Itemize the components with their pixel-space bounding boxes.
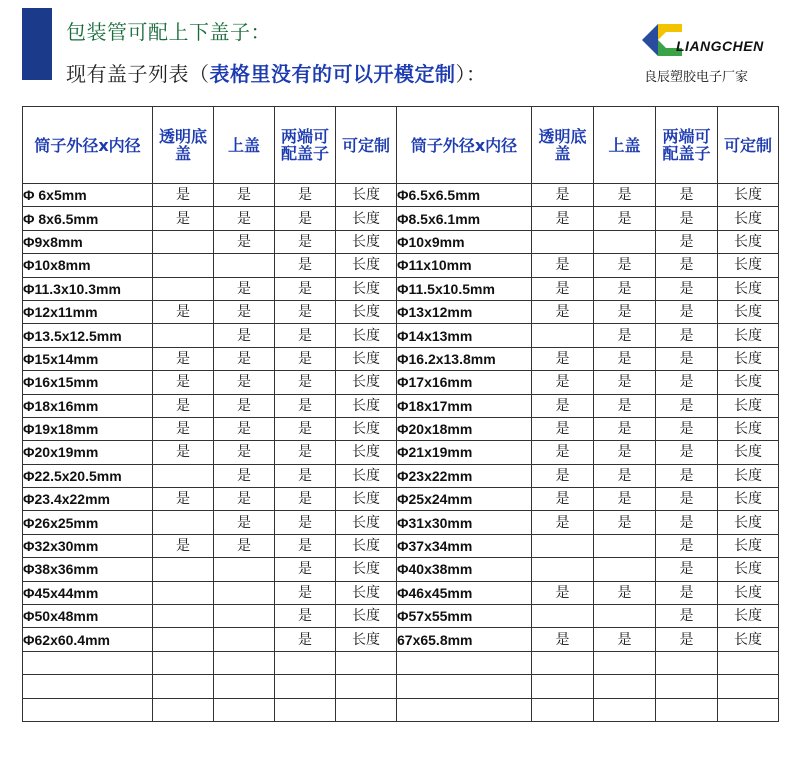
cell-customizable-left: 长度 <box>336 207 397 230</box>
cell-both-ends-left: 是 <box>275 184 336 207</box>
blank-cell <box>532 698 594 721</box>
blank-cell <box>718 675 779 698</box>
cell-both-ends-left: 是 <box>275 417 336 440</box>
cell-clear-bottom-right <box>532 558 594 581</box>
cell-clear-bottom-left: 是 <box>153 347 214 370</box>
cell-customizable-right: 长度 <box>718 488 779 511</box>
blank-cell <box>153 675 214 698</box>
table-row <box>23 628 779 651</box>
cell-both-ends-right: 是 <box>656 394 718 417</box>
cell-both-ends-right: 是 <box>656 347 718 370</box>
cell-both-ends-right: 是 <box>656 207 718 230</box>
cell-clear-bottom-right <box>532 605 594 628</box>
header-top-cap-right: 上盖 <box>594 107 656 184</box>
cell-clear-bottom-right <box>532 324 594 347</box>
blank-cell <box>718 698 779 721</box>
cell-customizable-left: 长度 <box>336 534 397 557</box>
company-logo <box>618 18 788 90</box>
cell-top-cap-left: 是 <box>214 511 275 534</box>
table-row <box>23 347 779 370</box>
header-both-ends-right: 两端可配盖子 <box>656 107 718 184</box>
cell-size-left: Φ62x60.4mm <box>23 628 153 651</box>
cell-clear-bottom-right: 是 <box>532 207 594 230</box>
header-size-left: 筒子外径x内径 <box>23 107 153 184</box>
blank-cell <box>397 675 532 698</box>
table-header-row <box>23 107 779 184</box>
cell-clear-bottom-right: 是 <box>532 628 594 651</box>
cell-both-ends-right: 是 <box>656 441 718 464</box>
cell-size-right: Φ16.2x13.8mm <box>397 347 532 370</box>
blank-cell <box>23 651 153 674</box>
cell-customizable-right: 长度 <box>718 628 779 651</box>
accent-bar <box>22 8 52 80</box>
cell-top-cap-left <box>214 558 275 581</box>
cell-both-ends-right: 是 <box>656 324 718 347</box>
header-both-ends-left: 两端可配盖子 <box>275 107 336 184</box>
cell-size-right: Φ46x45mm <box>397 581 532 604</box>
cell-size-left: Φ 8x6.5mm <box>23 207 153 230</box>
cell-top-cap-left: 是 <box>214 441 275 464</box>
cell-size-left: Φ45x44mm <box>23 581 153 604</box>
cell-top-cap-left: 是 <box>214 347 275 370</box>
cell-customizable-right: 长度 <box>718 230 779 253</box>
cell-size-right: Φ25x24mm <box>397 488 532 511</box>
spec-table <box>22 106 779 722</box>
header-clear-bottom-left: 透明底盖 <box>153 107 214 184</box>
cell-customizable-left: 长度 <box>336 324 397 347</box>
cell-both-ends-left: 是 <box>275 230 336 253</box>
table-row <box>23 324 779 347</box>
cell-clear-bottom-right: 是 <box>532 347 594 370</box>
cell-top-cap-left: 是 <box>214 277 275 300</box>
cell-both-ends-left: 是 <box>275 300 336 323</box>
table-row <box>23 254 779 277</box>
cell-both-ends-right: 是 <box>656 371 718 394</box>
cell-customizable-left: 长度 <box>336 511 397 534</box>
cell-size-left: Φ11.3x10.3mm <box>23 277 153 300</box>
cell-top-cap-right: 是 <box>594 441 656 464</box>
cell-top-cap-left: 是 <box>214 207 275 230</box>
logo-company: 良辰塑胶电子厂家 <box>644 70 749 85</box>
cell-clear-bottom-left: 是 <box>153 488 214 511</box>
cell-customizable-right: 长度 <box>718 464 779 487</box>
cell-size-left: Φ38x36mm <box>23 558 153 581</box>
blank-cell <box>532 675 594 698</box>
cell-top-cap-left: 是 <box>214 230 275 253</box>
cell-customizable-right: 长度 <box>718 324 779 347</box>
cell-both-ends-right: 是 <box>656 184 718 207</box>
cell-customizable-left: 长度 <box>336 347 397 370</box>
cell-top-cap-right: 是 <box>594 488 656 511</box>
blank-cell <box>275 698 336 721</box>
cell-top-cap-right: 是 <box>594 417 656 440</box>
cell-size-right: Φ10x9mm <box>397 230 532 253</box>
cell-clear-bottom-left <box>153 324 214 347</box>
cell-clear-bottom-left <box>153 254 214 277</box>
spec-table-wrapper <box>22 106 778 722</box>
cell-size-left: Φ32x30mm <box>23 534 153 557</box>
cell-both-ends-left: 是 <box>275 277 336 300</box>
cell-size-left: Φ 6x5mm <box>23 184 153 207</box>
table-body <box>23 184 779 722</box>
cell-customizable-right: 长度 <box>718 254 779 277</box>
cell-clear-bottom-left: 是 <box>153 441 214 464</box>
blank-cell <box>656 698 718 721</box>
cell-size-right: Φ18x17mm <box>397 394 532 417</box>
cell-customizable-right: 长度 <box>718 441 779 464</box>
cell-clear-bottom-left <box>153 605 214 628</box>
table-row <box>23 417 779 440</box>
cell-top-cap-left: 是 <box>214 464 275 487</box>
cell-customizable-right: 长度 <box>718 207 779 230</box>
table-row <box>23 277 779 300</box>
cell-top-cap-right: 是 <box>594 300 656 323</box>
cell-both-ends-left: 是 <box>275 347 336 370</box>
cell-customizable-right: 长度 <box>718 605 779 628</box>
table-row <box>23 511 779 534</box>
cell-top-cap-right: 是 <box>594 581 656 604</box>
table-row <box>23 581 779 604</box>
cell-clear-bottom-left <box>153 230 214 253</box>
cell-top-cap-left <box>214 605 275 628</box>
cell-both-ends-left: 是 <box>275 558 336 581</box>
cell-clear-bottom-left: 是 <box>153 371 214 394</box>
cell-clear-bottom-right: 是 <box>532 277 594 300</box>
cell-size-right: Φ14x13mm <box>397 324 532 347</box>
table-row <box>23 394 779 417</box>
cell-clear-bottom-right: 是 <box>532 581 594 604</box>
cell-clear-bottom-left <box>153 558 214 581</box>
blank-cell <box>718 651 779 674</box>
header-clear-bottom-right: 透明底盖 <box>532 107 594 184</box>
cell-top-cap-right <box>594 558 656 581</box>
table-row <box>23 184 779 207</box>
cell-both-ends-left: 是 <box>275 605 336 628</box>
cell-size-left: Φ20x19mm <box>23 441 153 464</box>
cell-top-cap-left <box>214 254 275 277</box>
cell-customizable-right: 长度 <box>718 347 779 370</box>
cell-customizable-left: 长度 <box>336 417 397 440</box>
cell-both-ends-right: 是 <box>656 488 718 511</box>
cell-both-ends-left: 是 <box>275 394 336 417</box>
cell-top-cap-right <box>594 605 656 628</box>
cell-size-left: Φ50x48mm <box>23 605 153 628</box>
blank-cell <box>23 698 153 721</box>
cell-top-cap-right: 是 <box>594 394 656 417</box>
table-row <box>23 441 779 464</box>
cell-clear-bottom-right: 是 <box>532 371 594 394</box>
subtitle-suffix: ）： <box>455 62 487 86</box>
cell-top-cap-left: 是 <box>214 184 275 207</box>
cell-top-cap-left: 是 <box>214 488 275 511</box>
cell-size-right: Φ11x10mm <box>397 254 532 277</box>
cell-both-ends-right: 是 <box>656 464 718 487</box>
cell-clear-bottom-right: 是 <box>532 441 594 464</box>
blank-cell <box>23 675 153 698</box>
table-row <box>23 488 779 511</box>
table-row <box>23 558 779 581</box>
cell-both-ends-right: 是 <box>656 558 718 581</box>
cell-size-right: Φ13x12mm <box>397 300 532 323</box>
cell-clear-bottom-left: 是 <box>153 417 214 440</box>
cell-customizable-right: 长度 <box>718 581 779 604</box>
cell-customizable-left: 长度 <box>336 184 397 207</box>
table-row <box>23 300 779 323</box>
cell-both-ends-left: 是 <box>275 581 336 604</box>
logo-name: LIANGCHEN <box>676 38 764 54</box>
cell-size-left: Φ22.5x20.5mm <box>23 464 153 487</box>
blank-cell <box>594 675 656 698</box>
table-row <box>23 207 779 230</box>
cell-customizable-left: 长度 <box>336 605 397 628</box>
cell-customizable-left: 长度 <box>336 254 397 277</box>
cell-size-left: Φ19x18mm <box>23 417 153 440</box>
cell-both-ends-right: 是 <box>656 581 718 604</box>
subtitle-prefix: 现有盖子列表（ <box>66 62 210 86</box>
cell-both-ends-left: 是 <box>275 628 336 651</box>
blank-cell <box>214 651 275 674</box>
cell-both-ends-right: 是 <box>656 230 718 253</box>
cell-customizable-left: 长度 <box>336 371 397 394</box>
cell-customizable-right: 长度 <box>718 394 779 417</box>
cell-clear-bottom-left: 是 <box>153 394 214 417</box>
cell-both-ends-right: 是 <box>656 511 718 534</box>
cell-size-right: Φ37x34mm <box>397 534 532 557</box>
cell-top-cap-right: 是 <box>594 277 656 300</box>
cell-size-left: Φ16x15mm <box>23 371 153 394</box>
cell-top-cap-right: 是 <box>594 511 656 534</box>
blank-row <box>23 651 779 674</box>
cell-customizable-right: 长度 <box>718 534 779 557</box>
blank-cell <box>397 698 532 721</box>
page-subtitle <box>66 58 487 87</box>
table-row <box>23 534 779 557</box>
table-row <box>23 464 779 487</box>
blank-cell <box>656 651 718 674</box>
page-title: 包装管可配上下盖子： <box>66 20 271 44</box>
cell-top-cap-left: 是 <box>214 394 275 417</box>
cell-top-cap-left: 是 <box>214 417 275 440</box>
cell-customizable-right: 长度 <box>718 277 779 300</box>
header-size-right: 筒子外径x内径 <box>397 107 532 184</box>
cell-size-left: Φ13.5x12.5mm <box>23 324 153 347</box>
blank-cell <box>275 675 336 698</box>
cell-clear-bottom-left: 是 <box>153 534 214 557</box>
cell-both-ends-right: 是 <box>656 605 718 628</box>
cell-top-cap-right: 是 <box>594 207 656 230</box>
cell-top-cap-left <box>214 581 275 604</box>
blank-row <box>23 675 779 698</box>
cell-top-cap-right: 是 <box>594 184 656 207</box>
subtitle-highlight: 表格里没有的可以开模定制 <box>209 62 456 86</box>
cell-clear-bottom-right: 是 <box>532 417 594 440</box>
blank-cell <box>656 675 718 698</box>
cell-both-ends-right: 是 <box>656 277 718 300</box>
cell-clear-bottom-right <box>532 230 594 253</box>
cell-size-right: Φ31x30mm <box>397 511 532 534</box>
blank-cell <box>594 698 656 721</box>
cell-customizable-right: 长度 <box>718 184 779 207</box>
blank-cell <box>214 675 275 698</box>
cell-top-cap-left: 是 <box>214 371 275 394</box>
cell-both-ends-left: 是 <box>275 324 336 347</box>
cell-both-ends-left: 是 <box>275 441 336 464</box>
cell-both-ends-left: 是 <box>275 511 336 534</box>
cell-size-right: Φ23x22mm <box>397 464 532 487</box>
blank-cell <box>153 651 214 674</box>
cell-clear-bottom-left: 是 <box>153 207 214 230</box>
cell-both-ends-left: 是 <box>275 464 336 487</box>
table-row <box>23 230 779 253</box>
blank-row <box>23 698 779 721</box>
cell-size-right: Φ57x55mm <box>397 605 532 628</box>
cell-both-ends-right: 是 <box>656 300 718 323</box>
cell-customizable-left: 长度 <box>336 300 397 323</box>
cell-top-cap-left: 是 <box>214 324 275 347</box>
cell-size-right: Φ11.5x10.5mm <box>397 277 532 300</box>
cell-size-right: Φ20x18mm <box>397 417 532 440</box>
cell-size-right: Φ6.5x6.5mm <box>397 184 532 207</box>
cell-customizable-right: 长度 <box>718 558 779 581</box>
cell-clear-bottom-right: 是 <box>532 184 594 207</box>
cell-clear-bottom-left: 是 <box>153 184 214 207</box>
cell-top-cap-right: 是 <box>594 628 656 651</box>
header-top-cap-left: 上盖 <box>214 107 275 184</box>
cell-customizable-left: 长度 <box>336 230 397 253</box>
cell-clear-bottom-right: 是 <box>532 511 594 534</box>
cell-clear-bottom-left <box>153 464 214 487</box>
cell-customizable-right: 长度 <box>718 417 779 440</box>
cell-customizable-left: 长度 <box>336 628 397 651</box>
blank-cell <box>336 651 397 674</box>
cell-size-left: Φ23.4x22mm <box>23 488 153 511</box>
cell-customizable-right: 长度 <box>718 511 779 534</box>
cell-clear-bottom-left <box>153 511 214 534</box>
cell-both-ends-left: 是 <box>275 371 336 394</box>
blank-cell <box>275 651 336 674</box>
cell-size-left: Φ15x14mm <box>23 347 153 370</box>
cell-top-cap-left: 是 <box>214 534 275 557</box>
blank-cell <box>594 651 656 674</box>
cell-top-cap-right: 是 <box>594 371 656 394</box>
header-customizable-right: 可定制 <box>718 107 779 184</box>
cell-size-right: Φ40x38mm <box>397 558 532 581</box>
cell-both-ends-left: 是 <box>275 254 336 277</box>
cell-top-cap-left <box>214 628 275 651</box>
header-customizable-left: 可定制 <box>336 107 397 184</box>
cell-clear-bottom-right: 是 <box>532 488 594 511</box>
cell-customizable-left: 长度 <box>336 277 397 300</box>
cell-top-cap-right: 是 <box>594 254 656 277</box>
cell-size-left: Φ12x11mm <box>23 300 153 323</box>
table-row <box>23 605 779 628</box>
cell-size-right: Φ17x16mm <box>397 371 532 394</box>
cell-size-left: Φ10x8mm <box>23 254 153 277</box>
cell-both-ends-right: 是 <box>656 628 718 651</box>
cell-clear-bottom-right: 是 <box>532 300 594 323</box>
cell-clear-bottom-right: 是 <box>532 394 594 417</box>
cell-customizable-left: 长度 <box>336 558 397 581</box>
cell-top-cap-right: 是 <box>594 347 656 370</box>
cell-top-cap-right <box>594 534 656 557</box>
cell-both-ends-left: 是 <box>275 207 336 230</box>
cell-both-ends-right: 是 <box>656 534 718 557</box>
cell-size-right: Φ8.5x6.1mm <box>397 207 532 230</box>
cell-both-ends-right: 是 <box>656 254 718 277</box>
blank-cell <box>214 698 275 721</box>
header <box>0 0 800 100</box>
cell-clear-bottom-right <box>532 534 594 557</box>
cell-top-cap-right <box>594 230 656 253</box>
cell-both-ends-right: 是 <box>656 417 718 440</box>
blank-cell <box>397 651 532 674</box>
blank-cell <box>532 651 594 674</box>
cell-clear-bottom-left: 是 <box>153 300 214 323</box>
cell-clear-bottom-right: 是 <box>532 464 594 487</box>
cell-clear-bottom-left <box>153 628 214 651</box>
cell-customizable-left: 长度 <box>336 581 397 604</box>
cell-customizable-left: 长度 <box>336 441 397 464</box>
blank-cell <box>153 698 214 721</box>
cell-customizable-left: 长度 <box>336 394 397 417</box>
cell-clear-bottom-right: 是 <box>532 254 594 277</box>
table-row <box>23 371 779 394</box>
cell-customizable-right: 长度 <box>718 371 779 394</box>
cell-both-ends-left: 是 <box>275 488 336 511</box>
blank-cell <box>336 675 397 698</box>
cell-size-left: Φ9x8mm <box>23 230 153 253</box>
cell-both-ends-left: 是 <box>275 534 336 557</box>
blank-cell <box>336 698 397 721</box>
cell-top-cap-left: 是 <box>214 300 275 323</box>
cell-size-right: 67x65.8mm <box>397 628 532 651</box>
cell-customizable-right: 长度 <box>718 300 779 323</box>
cell-size-left: Φ26x25mm <box>23 511 153 534</box>
cell-clear-bottom-left <box>153 581 214 604</box>
cell-top-cap-right: 是 <box>594 324 656 347</box>
cell-customizable-left: 长度 <box>336 464 397 487</box>
cell-customizable-left: 长度 <box>336 488 397 511</box>
cell-size-right: Φ21x19mm <box>397 441 532 464</box>
cell-top-cap-right: 是 <box>594 464 656 487</box>
cell-clear-bottom-left <box>153 277 214 300</box>
cell-size-left: Φ18x16mm <box>23 394 153 417</box>
